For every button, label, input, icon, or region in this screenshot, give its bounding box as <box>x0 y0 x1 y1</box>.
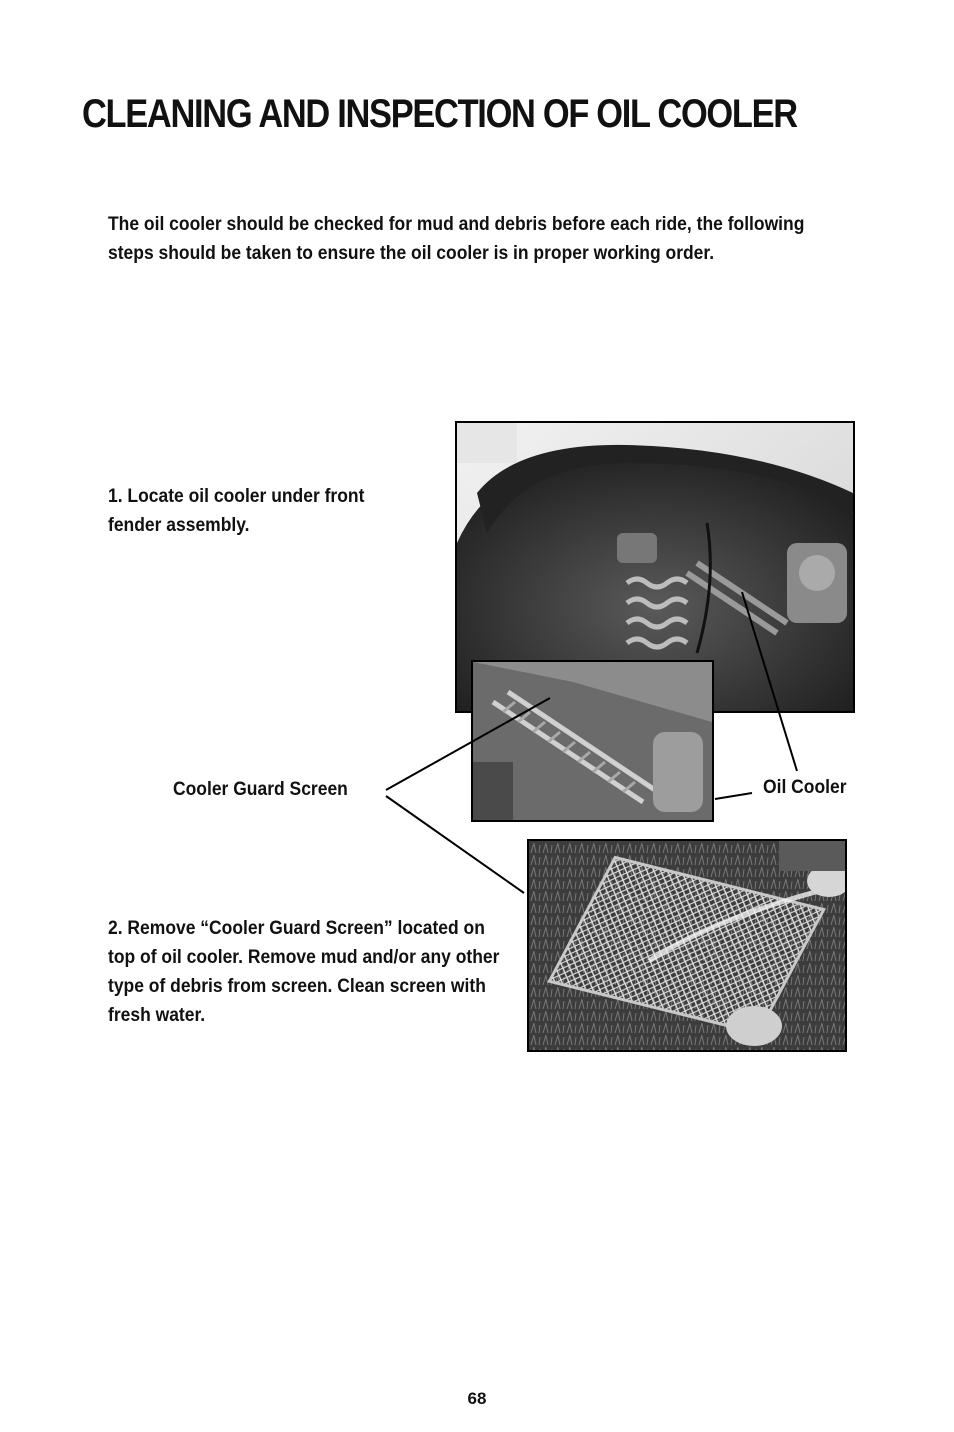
intro-paragraph: The oil cooler should be checked for mud and debris before each ride, the following steps should be taken to ensure the oil cooler is in proper working order. <box>108 214 805 264</box>
oil-cooler-closeup-photo <box>471 660 714 822</box>
leader-line-cooler-inset <box>715 793 752 799</box>
page-title: CLEANING AND INSPECTION OF OIL COOLER <box>82 92 797 136</box>
step-2-text: 2. Remove “Cooler Guard Screen” located on top of oil cooler. Remove mud and/or any other type of debris from screen. Clean screen with fresh water. <box>108 918 500 1026</box>
cooler-guard-screen-label: Cooler Guard Screen <box>173 779 348 800</box>
oil-cooler-label: Oil Cooler <box>763 777 847 798</box>
guard-screen-photo <box>527 839 847 1052</box>
step-1-text: 1. Locate oil cooler under front fender assembly. <box>108 486 365 536</box>
page-number: 68 <box>467 1389 487 1408</box>
